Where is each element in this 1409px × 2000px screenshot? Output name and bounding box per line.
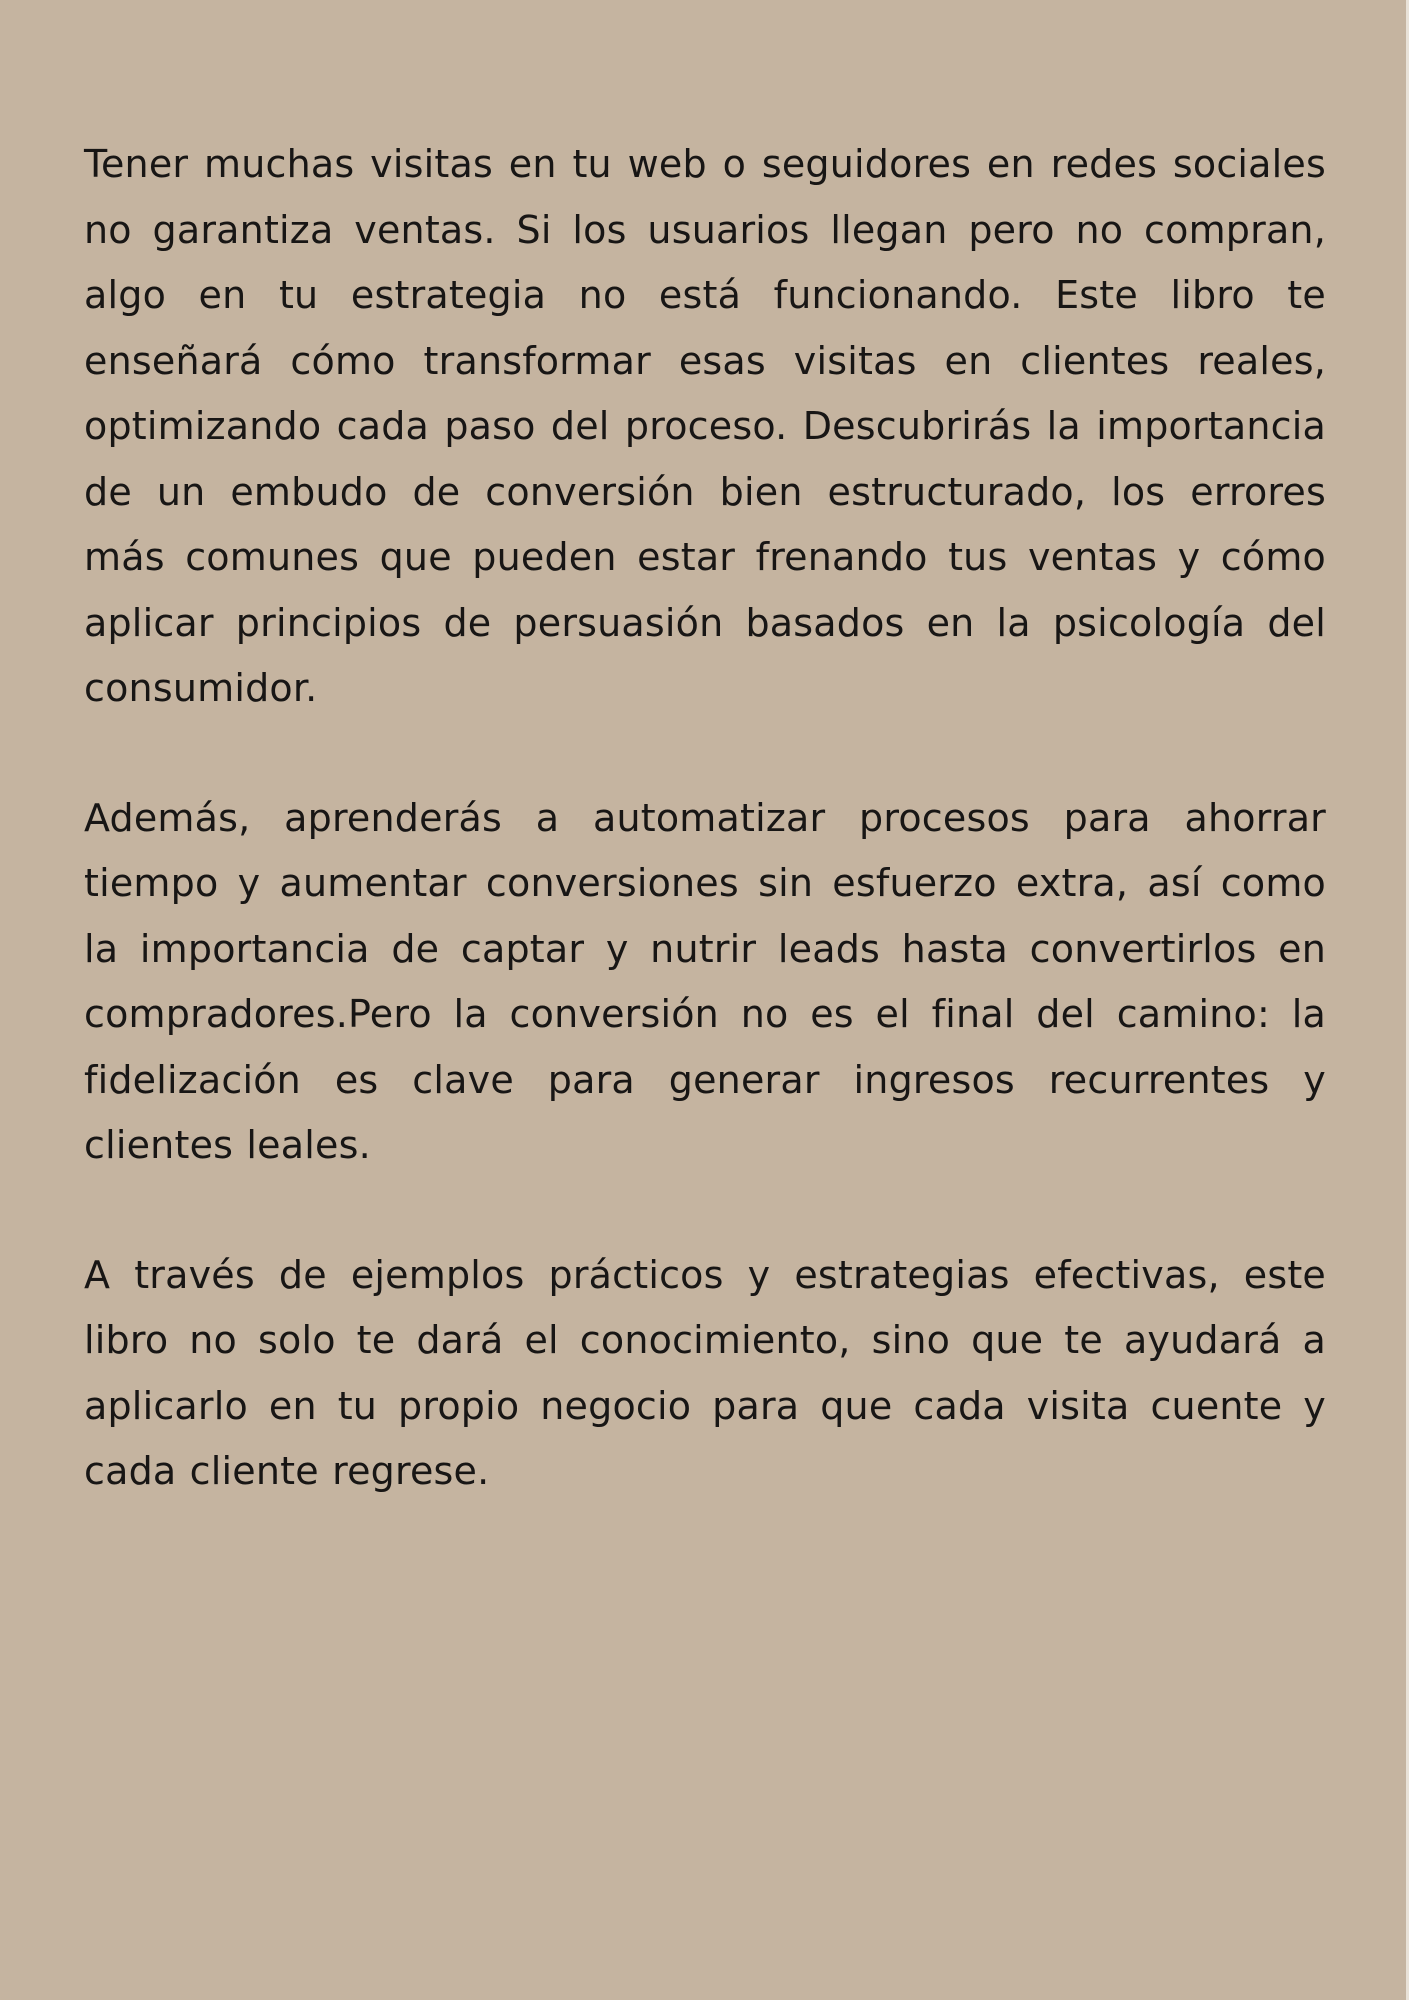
- paragraph-intro: Tener muchas visitas en tu web o seguidores en redes sociales no garantiza ventas. Si los usuarios llegan pero no compran, algo en tu estrategia no está funcionando. Este libro te enseñará cómo transformar esas visitas en clientes reales, optimizando cada paso del proceso. Descubrirás la importancia de un embudo de conversión bien estructurado, los errores más comunes que pueden estar frenando tus ventas y cómo aplicar principios de persuasión basados en la psicología del consumidor.: [84, 142, 1326, 710]
- body-text: [84, 132, 1326, 1569]
- paragraph-automation: Además, aprenderás a automatizar procesos para ahorrar tiempo y aumentar conversiones sin esfuerzo extra, así como la importancia de captar y nutrir leads hasta convertirlos en compradores.Pero la conversión no es el final del camino: la fidelización es clave para generar ingresos recurrentes y clientes leales.: [84, 795, 1326, 1167]
- paragraph-closing: A través de ejemplos prácticos y estrategias efectivas, este libro no solo te dará el conocimiento, sino que te ayudará a aplicarlo en tu propio negocio para que cada visita cuente y cada cliente regrese.: [84, 1252, 1326, 1493]
